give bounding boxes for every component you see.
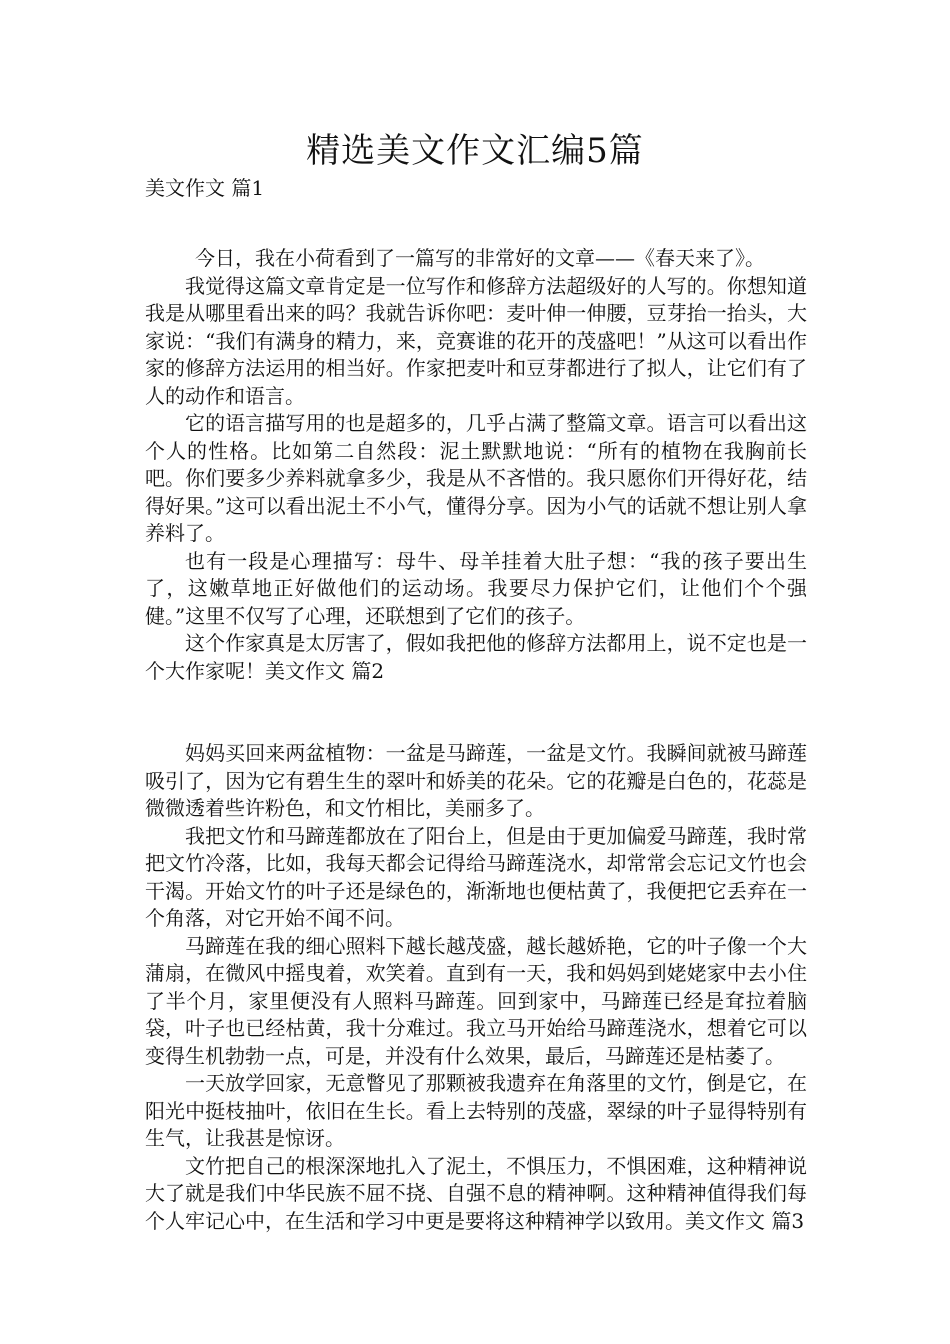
paragraph: 妈妈买回来两盆植物：一盆是马蹄莲，一盆是文竹。我瞬间就被马蹄莲吸引了，因为它有碧生生的翠叶和娇美的花朵。它的花瓣是白色的，花蕊是微微透着些许粉色，和文竹相比，美丽多了。 <box>145 741 807 820</box>
document-body <box>145 245 807 1235</box>
paragraph: 今日，我在小荷看到了一篇写的非常好的文章——《春天来了》。 <box>195 246 765 270</box>
paragraph: 也有一段是心理描写：母牛、母羊挂着大肚子想：“我的孩子要出生了，这嫩草地正好做他们的运动场。我要尽力保护它们，让他们个个强健。”这里不仅写了心理，还联想到了它们的孩子。 <box>145 548 807 628</box>
paragraph <box>145 630 807 685</box>
section-gap <box>145 685 807 740</box>
paragraph: 马蹄莲在我的细心照料下越长越茂盛，越长越娇艳，它的叶子像一个大蒲扇，在微风中摇曳着，欢笑着。直到有一天，我和妈妈到姥姥家中去小住了半个月，家里便没有人照料马蹄莲。回到家中，马蹄莲已经是耷拉着脑袋，叶子也已经枯黄，我十分难过。我立马开始给马蹄莲浇水，想着它可以变得生机勃勃一点，可是，并没有什么效果，最后，马蹄莲还是枯萎了。 <box>145 933 807 1068</box>
section-heading-1: 美文作文 篇1 <box>145 176 265 200</box>
document-title: 精选美文作文汇编5篇 <box>306 131 644 171</box>
paragraph: 它的语言描写用的也是超多的，几乎占满了整篇文章。语言可以看出这个人的性格。比如第二自然段：泥土默默地说：“所有的植物在我胸前长吧。你们要多少养料就拿多少，我是从不吝惜的。我只愿你们开得好花，结得好果。”这可以看出泥土不小气，懂得分享。因为小气的话就不想让别人拿养料了。 <box>145 411 807 545</box>
paragraph: 我把文竹和马蹄莲都放在了阳台上，但是由于更加偏爱马蹄莲，我时常把文竹冷落，比如，我每天都会记得给马蹄莲浇水，却常常会忘记文竹也会干渴。开始文竹的叶子还是绿色的，渐渐地也便枯黄了，我便把它丢弃在一个角落，对它开始不闻不问。 <box>145 823 807 930</box>
paragraph-text: 文竹把自己的根深深地扎入了泥土，不惧压力，不惧困难，这种精神说大了就是我们中华民族不屈不挠、自强不息的精神啊。这种精神值得我们每个人牢记心中，在生活和学习中更是要将这种精神学以致用。 <box>145 1153 807 1233</box>
section-heading-3: 美文作文 篇3 <box>685 1208 805 1233</box>
paragraph: 我觉得这篇文章肯定是一位写作和修辞方法超级好的人写的。你想知道我是从哪里看出来的吗？我就告诉你吧：麦叶伸一伸腰，豆芽抬一抬头，大家说：“我们有满身的精力，来，竞赛谁的花开的茂盛吧！”从这可以看出作家的修辞方法运用的相当好。作家把麦叶和豆芽都进行了拟人，让它们有了人的动作和语言。 <box>145 273 807 408</box>
paragraph-text: 这个作家真是太厉害了，假如我把他的修辞方法都用上，说不定也是一个大作家呢！ <box>145 631 807 683</box>
paragraph <box>145 1153 807 1236</box>
paragraph: 一天放学回家，无意瞥见了那颗被我遗弃在角落里的文竹，倒是它，在阳光中挺枝抽叶，依旧在生长。看上去特别的茂盛，翠绿的叶子显得特别有生气，让我甚是惊讶。 <box>145 1071 807 1150</box>
section-heading-2: 美文作文 篇2 <box>265 658 385 683</box>
